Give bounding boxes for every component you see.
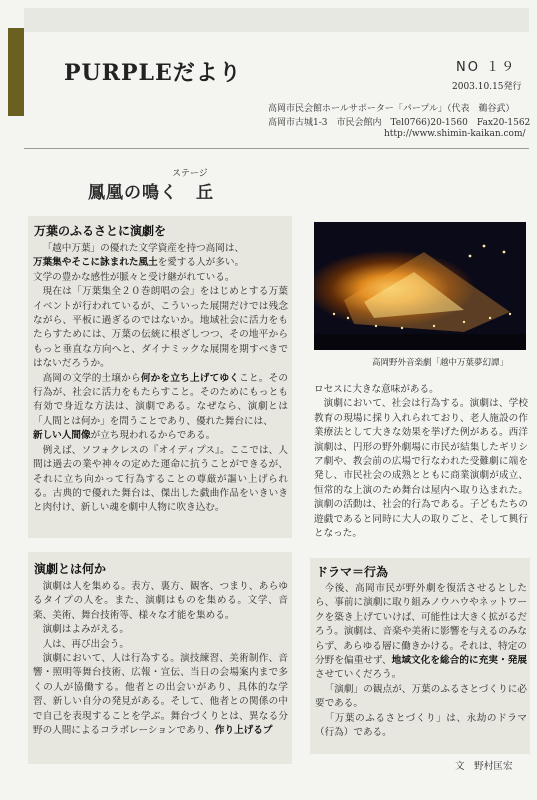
paragraph-before-text: 現在は「万葉集全２０巻朗唱の会」をはじめとする万葉イベントが行われているが、こういった展開だけでは残念ながら、平板に過ぎるのではないか。地域社会に活力をもたらすためには、万葉の伝統に根ざしつつ、その地平からもっと垂直な方向へと、ダイナミックな展開を期すべきではないだろうか。	[33, 286, 288, 370]
paragraph	[33, 580, 288, 623]
publisher-url[interactable]: http://www.shimin-kaikan.com/	[384, 129, 526, 139]
paragraph-before-text: 人は、再び出会う。	[42, 638, 129, 650]
paragraph-after-text: させていくだろう。	[315, 669, 402, 681]
paragraph	[314, 383, 528, 397]
section-body-3	[315, 582, 527, 740]
paragraph-bold-text: 新しい人間像	[33, 430, 91, 442]
article-title: 鳳凰の鳴く 丘	[88, 183, 214, 203]
article-byline: 文 野村匡宏	[455, 761, 513, 772]
section-body-1	[33, 242, 288, 516]
paragraph	[33, 652, 288, 738]
paragraph-before-text: 演劇はよみがえる。	[42, 624, 129, 636]
paragraph-after-text: こと。その行為が、社会に活力をもたらすこと。そのためにもっとも有効で身近な方法は、演劇である。なぜなら、演劇とは「人間とは何か」を問うことであり、優れた舞台には、	[33, 372, 289, 427]
paragraph	[33, 429, 288, 443]
section-body-2-continued	[314, 383, 528, 541]
paragraph-bold-text: 万葉集やそこに詠まれた風土	[33, 257, 158, 269]
section-heading-1: 万葉のふるさとに演劇を	[34, 224, 167, 238]
issue-date: 2003.10.15発行	[452, 82, 522, 92]
outdoor-theatre-photo	[314, 222, 526, 350]
paragraph	[314, 397, 528, 541]
paragraph-bold-text: 作り上げるプ	[214, 725, 273, 737]
paragraph-before-text: 「越中万葉」の優れた文学資産を持つ高岡は、	[42, 243, 245, 254]
paragraph	[315, 712, 527, 741]
paragraph	[33, 256, 288, 270]
masthead-title: PURPLEだより	[64, 60, 242, 86]
issue-number: NO １９	[456, 60, 517, 75]
publisher-address: 高岡市古城1-3 市民会館内 Tel0766)20-1560 Fax20-1562	[268, 118, 531, 128]
paragraph-after-text: を愛する人が多い。	[157, 257, 245, 269]
paragraph-before-text: 「演劇」の観点が、万葉のふるさとづくりに必要である。	[315, 683, 527, 710]
paragraph	[33, 285, 288, 371]
paragraph	[33, 638, 288, 652]
photo-illustration	[314, 222, 526, 350]
paragraph-before-text: 演劇において、人は行為する。演技練習、美術制作、音響・照明等舞台技術、広報・宣伝、当日の会場案内まで多くの人が協働する。他者との出会いがあり、具体的な学習、新しい自分の発見がある。そして、他者との関係の中で自己を表現することを学ぶ。舞台づくりとは、異なる分野の人間によるコラボレーションであり、	[33, 653, 288, 737]
paragraph-before-text: 演劇は人を集める。表方、裏方、観客、つまり、あらゆるタイプの人を。また、演劇はものを集める。文学、音楽、美術、舞台技術等、様々な才能を集める。	[33, 581, 288, 621]
paragraph-bold-text: 何かを立ち上げてゆく	[140, 372, 240, 384]
paragraph-before-text: 演劇において、社会は行為する。演劇は、学校教育の現場に採り入れられており、老人施設の作業療法として大きな効果を挙げた例がある。西洋演劇は、円形の野外劇場に市民が結集したギリシア劇や、教会前の広場で行なわれた受難劇に端を発し、市民社会の成熟とともに商業演劇が成立、恒常的な上演のため舞台は屋内へ取り込まれた。演劇の活動は、社会的行為である。子どもたちの遊戯であると同時に大人の取りごと、そして興行となった。	[314, 398, 528, 540]
paragraph-before-text: 「万葉のふるさとづくり」は、永劫のドラマ（行為）である。	[315, 712, 527, 739]
paragraph-before-text: 例えば、ソフォクレスの『オイディプス』。ここでは、人間は過去の業や神々の定めた運命に抗うことができるが、それに立ち向かって行為することの尊厳が謳い上げられる。古典的で優れた舞台は、傑出した戯曲作品をいきいきと肉付け、新しい魂を劇中人物に吹き込む。	[33, 444, 288, 514]
paragraph-after-text: が立ち現われるからである。	[90, 430, 216, 442]
paragraph-bold-text: 地域文化を総合的に充実・発展	[391, 655, 528, 667]
section-body-2	[33, 580, 288, 738]
header-divider	[24, 148, 529, 149]
section-heading-3: ドラマ＝行為	[316, 565, 389, 579]
title-ruby: ステージ	[172, 169, 208, 179]
paragraph-before-text: ロセスに大きな意味がある。	[314, 384, 439, 395]
paragraph-before-text: 今後、高岡市民が野外劇を復活させるとしたら、事前に演劇に取り組みノウハウやネットワークを築き上げていけば、可能性は大きく拡がるだろう。演劇は、音楽や美術に影響を与えるのみならず、あらゆる層に働きかける。それは、特定の分野を偏重せず、	[315, 583, 527, 667]
paragraph	[33, 623, 288, 637]
paragraph-before-text: 高岡の文学的土壌から	[42, 372, 141, 384]
paragraph	[33, 271, 288, 285]
paragraph	[315, 683, 527, 712]
paragraph	[33, 444, 288, 516]
header-side-bar	[8, 28, 24, 116]
section-heading-2: 演劇とは何か	[34, 562, 107, 576]
paragraph	[315, 582, 527, 683]
paragraph-before-text: 文学の豊かな感性が脈々と受け継がれている。	[33, 271, 235, 283]
photo-caption: 高岡野外音楽劇「越中万葉夢幻譚」	[372, 358, 509, 368]
paragraph	[33, 372, 288, 430]
header-top-band	[24, 8, 529, 32]
paragraph	[33, 242, 288, 256]
publisher-org: 高岡市民会館ホールサポーター「パープル」（代表 鵜谷武）	[268, 104, 515, 114]
